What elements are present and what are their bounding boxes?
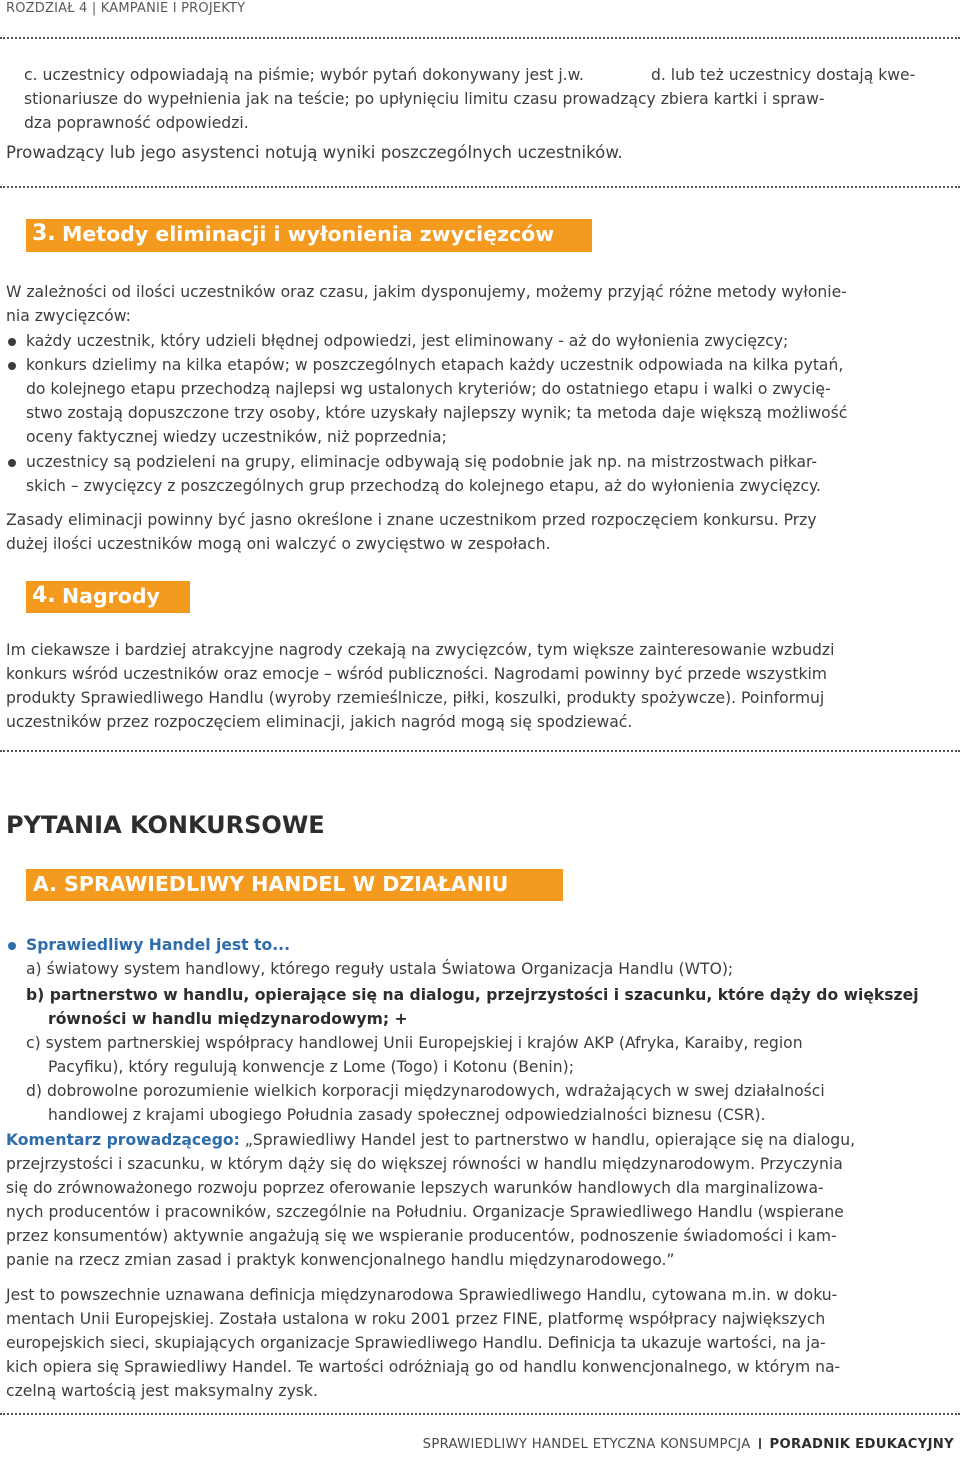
method-bullet-2-line-4: oceny faktycznej wiedzy uczestników, niż poprzednia; <box>26 428 447 446</box>
questions-heading: PYTANIA KONKURSOWE <box>6 811 325 839</box>
extra-line-1: Jest to powszechnie uznawana definicja międzynarodowa Sprawiedliwego Handlu, cytowana m.in. w doku- <box>6 1286 838 1304</box>
page-footer <box>423 1437 954 1452</box>
method-bullet-3-line-1: uczestnicy są podzieleni na grupy, eliminacje odbywają się podobnie jak np. na mistrzostwach piłkar- <box>26 453 818 471</box>
section-4-heading <box>26 581 190 613</box>
section-3-lead-1: W zależności od ilości uczestników oraz czasu, jakim dysponujemy, możemy przyjąć różne metody wyłonie- <box>6 283 847 301</box>
intro-d-1: d. lub też uczestnicy dostają kwe- <box>651 66 916 84</box>
section-4-line-3: produkty Sprawiedliwego Handlu (wyroby rzemieślnicze, piłki, koszulki, produkty spożywcze). Poinformuj <box>6 689 825 707</box>
section-4-number: 4. <box>32 583 56 608</box>
category-heading <box>26 869 563 901</box>
question-text: Sprawiedliwy Handel jest to... <box>26 936 290 954</box>
comment-line-3: się do zrównoważonego rozwoju poprzez oferowanie lepszych warunków handlowych dla marginalizowa- <box>6 1179 824 1197</box>
section-3-title: Metody eliminacji i wyłonienia zwycięzców <box>62 222 555 246</box>
answer-c-line-1: c) system partnerskiej współpracy handlowej Unii Europejskiej i krajów AKP (Afryka, Karaiby, region <box>26 1034 803 1052</box>
extra-line-2: mentach Unii Europejskiej. Została ustalona w roku 2001 przez FINE, platformę współpracy największych <box>6 1310 826 1328</box>
section-3-heading <box>26 219 592 252</box>
chapter-kicker: ROZDZIAŁ 4 | KAMPANIE I PROJEKTY <box>6 1 246 16</box>
extra-line-3: europejskich sieci, skupiających organizacje Sprawiedliwego Handlu. Definicja ta ukazuje wartości, na ja- <box>6 1334 826 1352</box>
comment-text-start: „Sprawiedliwy Handel jest to partnerstwo w handlu, opierające się na dialogu, <box>239 1131 856 1149</box>
footer-publication: SPRAWIEDLIWY HANDEL ETYCZNA KONSUMPCJA <box>422 1437 751 1452</box>
section-4-title: Nagrody <box>62 584 160 608</box>
category-title: A. SPRAWIEDLIWY HANDEL W DZIAŁANIU <box>33 872 509 896</box>
method-bullet-2-line-1: konkurs dzielimy na kilka etapów; w poszczególnych etapach każdy uczestnik odpowiada na kilka pytań, <box>26 356 844 374</box>
comment-line-1 <box>6 1128 855 1152</box>
method-bullet-2-line-3: stwo zostają dopuszczone trzy osoby, które uzyskały najlepszy wynik; ta metoda daje większą możliwość <box>26 404 848 422</box>
section-4-line-2: konkurs wśród uczestników oraz emocje – wśród publiczności. Nagrodami powinny być przede wszystkim <box>6 665 827 683</box>
section-4-line-1: Im ciekawsze i bardziej atrakcyjne nagrody czekają na zwycięzców, tym większe zainteresowanie wzbudzi <box>6 641 835 659</box>
divider <box>0 37 960 39</box>
divider <box>0 1413 960 1415</box>
bullet-dot <box>8 362 16 370</box>
bullet-dot <box>8 338 16 346</box>
divider <box>0 186 960 188</box>
answer-b-line-2: równości w handlu międzynarodowym; + <box>48 1010 408 1028</box>
comment-line-4: nych producentów i pracowników, szczególnie na Południu. Organizacje Sprawiedliwego Handlu (wspierane <box>6 1203 844 1221</box>
answer-c-line-2: Pacyfiku), który regulują konwencje z Lome (Togo) i Kotonu (Benin); <box>48 1058 574 1076</box>
answer-b-line-1: b) partnerstwo w handlu, opierające się na dialogu, przejrzystości i szacunku, które dąży do większej <box>26 986 919 1004</box>
section-3-lead-2: nia zwycięzców: <box>6 307 131 325</box>
comment-line-2: przejrzystości i szacunku, w którym dąży się do większej równości w handlu międzynarodowym. Przyczynia <box>6 1155 843 1173</box>
comment-label: Komentarz prowadzącego: <box>6 1131 240 1149</box>
section-3-closing-1: Zasady eliminacji powinny być jasno określone i znane uczestnikom przed rozpoczęciem konkursu. Przy <box>6 511 817 529</box>
intro-d-2: stionariusze do wypełnienia jak na teście; po upłynięciu limitu czasu prowadzący zbiera kartki i spraw- <box>24 90 825 108</box>
divider <box>0 750 960 752</box>
question-bullet <box>8 942 16 950</box>
section-3-closing-2: dużej ilości uczestników mogą oni walczyć o zwycięstwo w zespołach. <box>6 535 551 553</box>
extra-line-5: czelną wartością jest maksymalny zysk. <box>6 1382 318 1400</box>
answer-a: a) światowy system handlowy, którego reguły ustala Światowa Organizacja Handlu (WTO); <box>26 960 734 978</box>
method-bullet-2-line-2: do kolejnego etapu przechodzą najlepsi wg ustalonych kryteriów; do ostatniego etapu i walki o zwycię- <box>26 380 831 398</box>
comment-line-6: panie na rzecz zmian zasad i praktyk konwencjonalnego handlu międzynarodowego.” <box>6 1251 675 1269</box>
section-4-line-4: uczestników przez rozpoczęciem eliminacji, jakich nagród mogą się spodziewać. <box>6 713 633 731</box>
footer-separator <box>759 1438 761 1449</box>
method-bullet-3-line-2: skich – zwycięzcy z poszczególnych grup przechodzą do kolejnego etapu, aż do wyłonienia zwycięzcy. <box>26 477 822 495</box>
bullet-dot <box>8 459 16 467</box>
method-bullet-1: każdy uczestnik, który udzieli błędnej odpowiedzi, jest eliminowany - aż do wyłonienia zwycięzcy; <box>26 332 789 350</box>
section-3-number: 3. <box>32 221 56 246</box>
intro-d-3: dza poprawność odpowiedzi. <box>24 114 249 132</box>
intro-c: c. uczestnicy odpowiadają na piśmie; wybór pytań dokonywany jest j.w. <box>24 66 584 84</box>
extra-line-4: kich opiera się Sprawiedliwy Handel. Te wartości odróżniają go od handlu konwencjonalnego, w którym na- <box>6 1358 841 1376</box>
footer-guide: PORADNIK EDUKACYJNY <box>769 1437 954 1452</box>
comment-line-5: przez konsumentów) aktywnie angażują się we wspieranie producentów, podnoszenie świadomości i kam- <box>6 1227 837 1245</box>
answer-d-line-1: d) dobrowolne porozumienie wielkich korporacji międzynarodowych, wdrażających w swej działalności <box>26 1082 825 1100</box>
intro-note: Prowadzący lub jego asystenci notują wyniki poszczególnych uczestników. <box>6 143 623 162</box>
answer-d-line-2: handlowej z krajami ubogiego Południa zasady społecznej odpowiedzialności biznesu (CSR). <box>48 1106 766 1124</box>
